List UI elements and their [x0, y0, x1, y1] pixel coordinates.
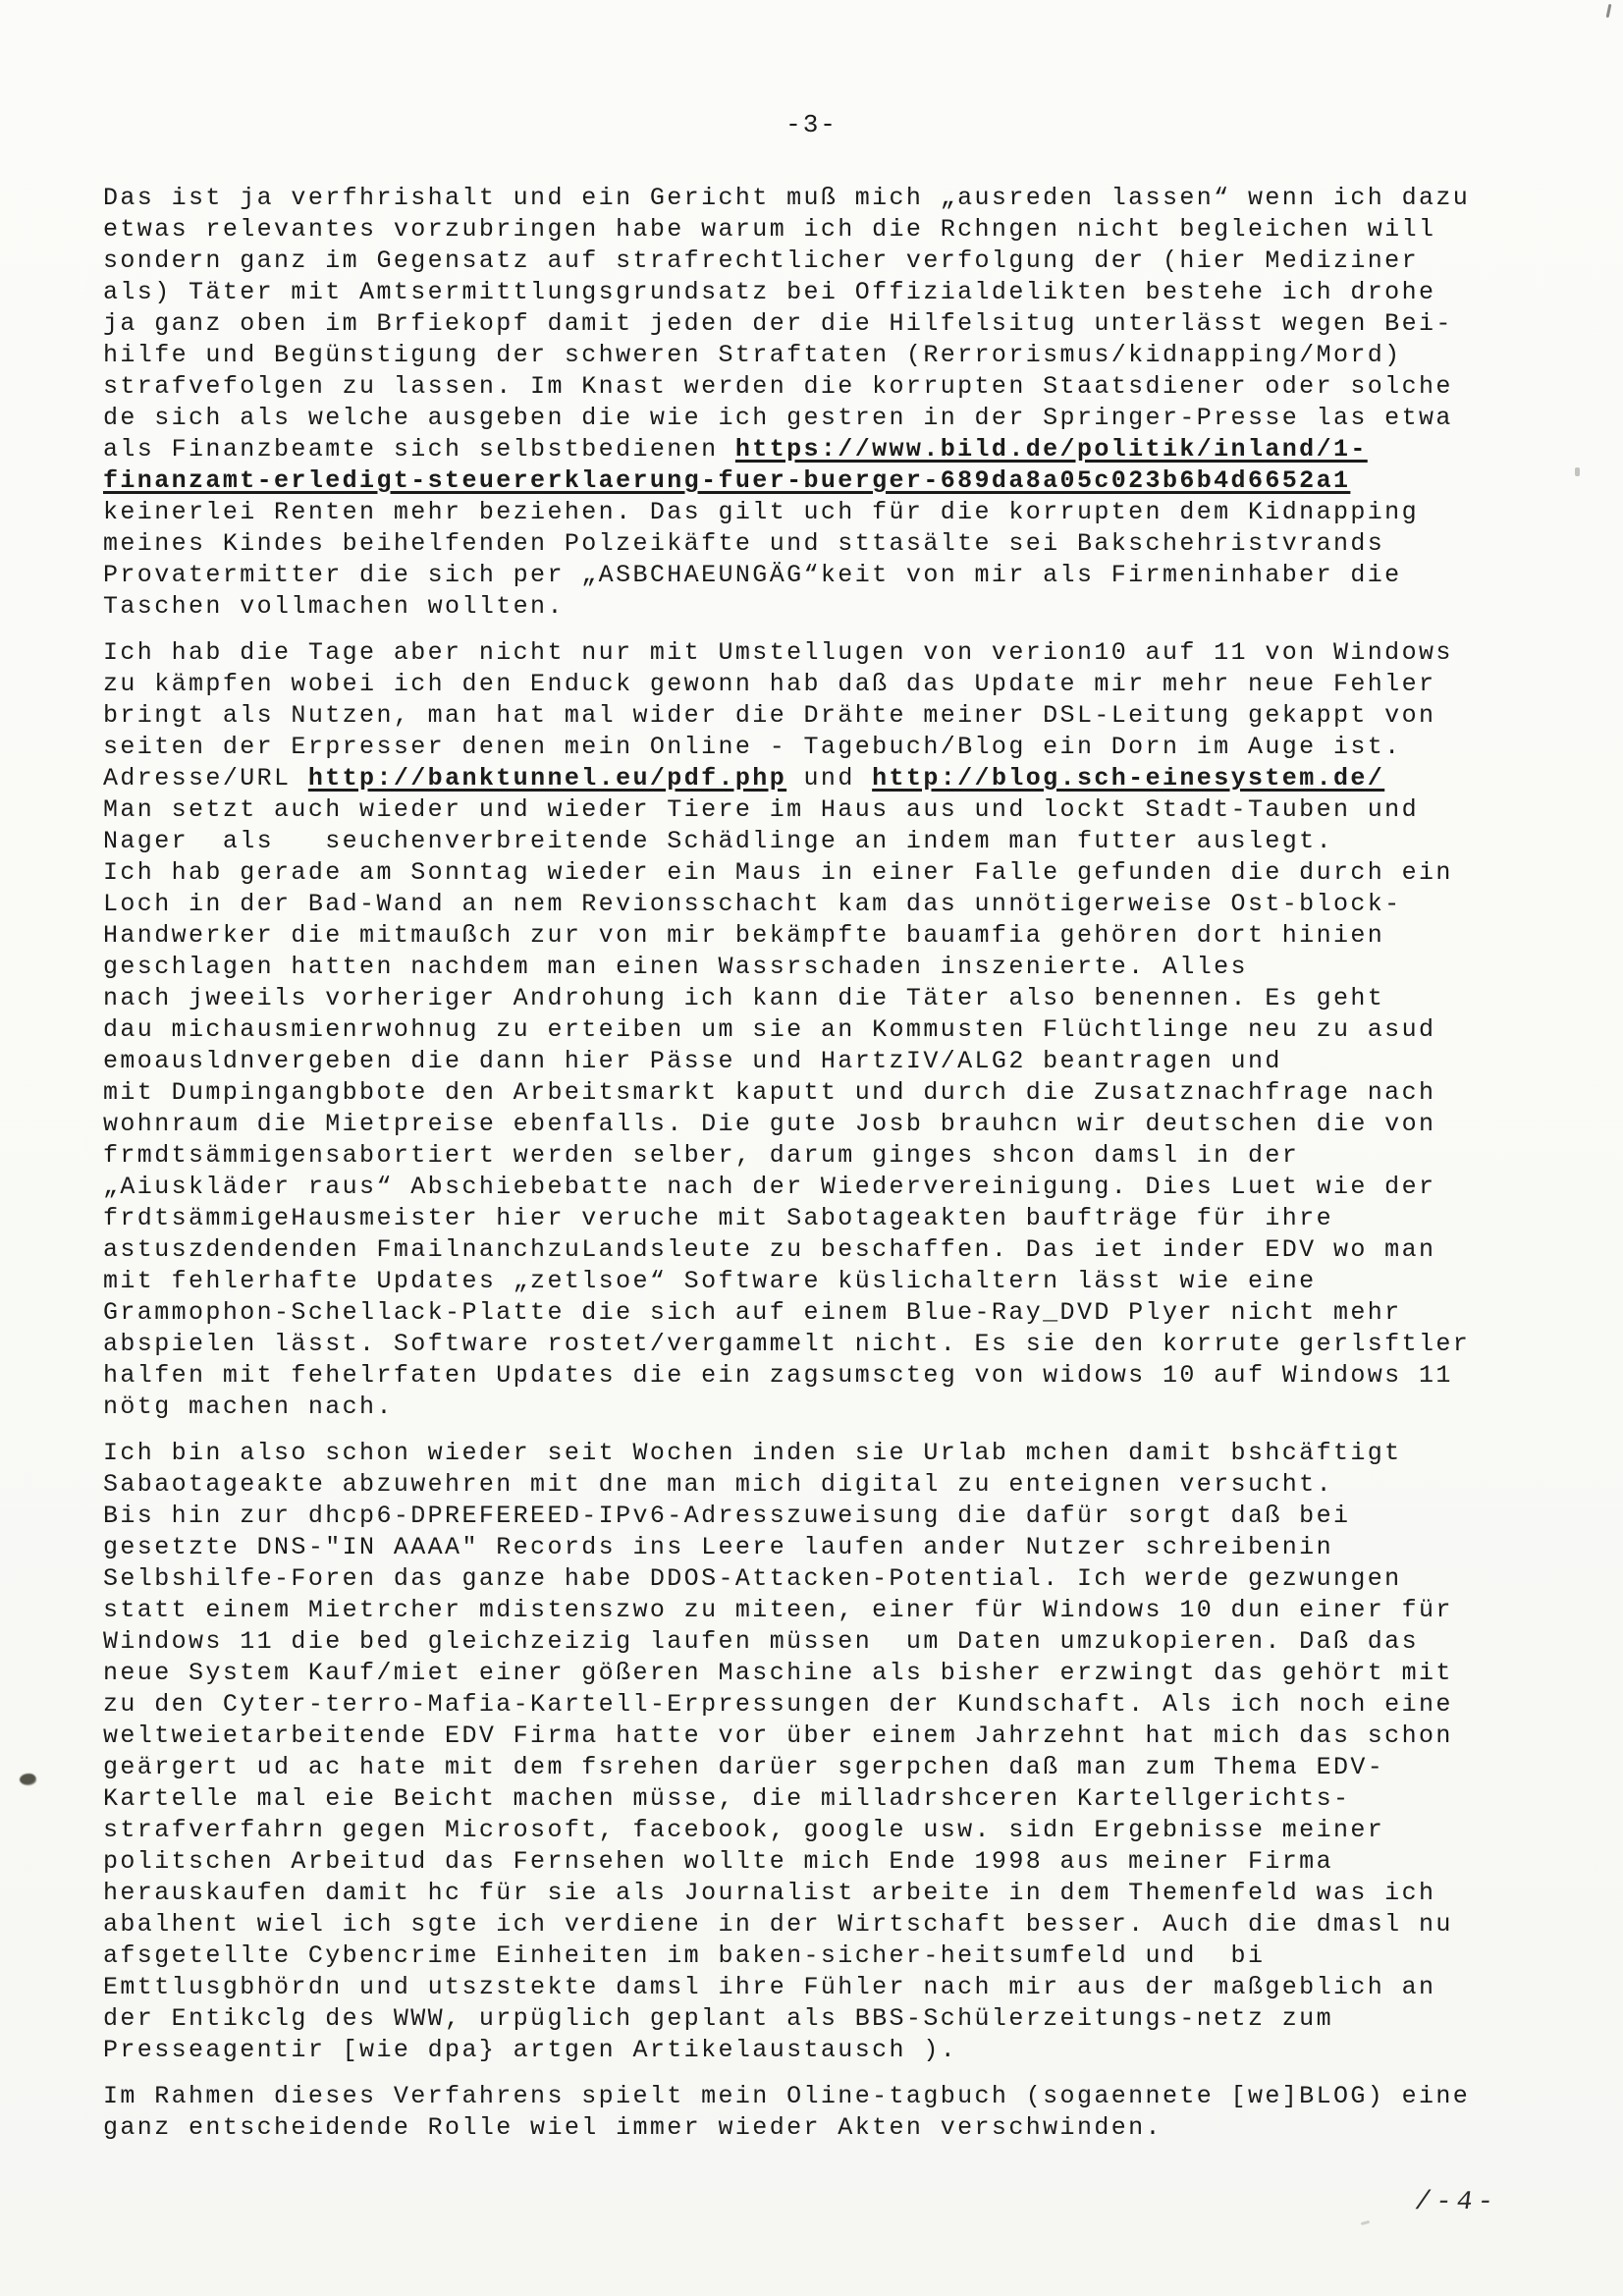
text-line — [103, 857, 1537, 889]
text-line — [103, 2003, 1537, 2035]
text-segment: dau michausmienrwohnug zu erteiben um sie an Kommusten Flüchtlinge neu zu asud — [103, 1015, 1436, 1044]
text-segment: Bis hin zur dhcp6-DPREFEREED-IPv6-Adresszuweisung die dafür sorgt daß bei — [103, 1502, 1351, 1530]
paragraph — [103, 1438, 1537, 2066]
scan-artifact-speck — [1361, 2220, 1370, 2225]
text-segment: Im Rahmen dieses Verfahrens spielt mein Oline-tagbuch (sogaennete [we]BLOG) eine — [103, 2082, 1471, 2110]
text-segment: astuszdendenden FmailnanchzuLandsleute zu beschaffen. Das iet inder EDV wo man — [103, 1235, 1436, 1264]
text-line — [103, 434, 1537, 465]
text-segment: keinerlei Renten mehr beziehen. Das gilt uch für die korrupten dem Kidnapping — [103, 498, 1419, 526]
text-segment: sondern ganz im Gegensatz auf strafrechtlicher verfolgung der (hier Mediziner — [103, 246, 1419, 275]
text-line — [103, 1234, 1537, 1266]
text-segment: und — [786, 764, 873, 793]
url-link[interactable]: https://www.bild.de/politik/inland/1- — [734, 435, 1368, 464]
text-segment: Man setzt auch wieder und wieder Tiere im Haus aus und lockt Stadt-Tauben und — [103, 795, 1419, 824]
text-line — [103, 1266, 1537, 1297]
paragraph — [103, 2081, 1537, 2144]
text-line — [103, 1941, 1537, 1972]
text-segment: Adresse/URL — [103, 764, 308, 793]
text-segment: Handwerker die mitmaußch zur von mir bekämpfte bauamfia gehören dort hinien — [103, 921, 1385, 950]
text-segment: emoausldnvergeben die dann hier Pässe und HartzIV/ALG2 beantragen und — [103, 1047, 1282, 1075]
text-segment: hilfe und Begünstigung der schweren Straftaten (Rerrorismus/kidnapping/Mord) — [103, 341, 1402, 369]
text-line — [103, 214, 1537, 246]
text-segment: „Aiuskläder raus“ Abschiebebatte nach der Wiedervereinigung. Dies Luet wie der — [103, 1173, 1436, 1201]
text-line — [103, 1140, 1537, 1172]
scan-artifact-ink-blot — [20, 1774, 35, 1784]
text-segment: Ich hab die Tage aber nicht nur mit Umstellugen von verion10 auf 11 von Windows — [103, 638, 1453, 667]
text-line — [103, 1626, 1537, 1658]
text-segment: ja ganz oben im Brfiekopf damit jeden der die Hilfelsitug unterlässt wegen Bei- — [103, 309, 1453, 338]
text-line — [103, 794, 1537, 826]
text-segment: ganz entscheidende Rolle wiel immer wieder Akten verschwinden. — [103, 2113, 1163, 2142]
text-segment: frdtsämmigeHausmeister hier veruche mit Sabotageakten baufträge für ihre — [103, 1204, 1333, 1232]
text-segment: als Finanzbeamte sich selbstbedienen — [103, 435, 735, 464]
text-line — [103, 637, 1537, 669]
text-line — [103, 1109, 1537, 1140]
text-segment: Das ist ja verfhrishalt und ein Gericht muß mich „ausreden lassen“ wenn ich dazu — [103, 184, 1471, 212]
document-body — [103, 183, 1537, 2159]
text-segment: abspielen lässt. Software rostet/vergammelt nicht. Es sie den korrute gerlsftler — [103, 1330, 1471, 1358]
text-segment: Windows 11 die bed gleichzeizig laufen müssen um Daten umzukopieren. Daß das — [103, 1627, 1419, 1656]
text-line — [103, 591, 1537, 623]
text-line — [103, 528, 1537, 560]
text-line — [103, 1972, 1537, 2003]
text-segment: Kartelle mal eie Beicht machen müsse, die milladrshceren Kartellgerichts- — [103, 1784, 1351, 1813]
text-segment: abalhent wiel ich sgte ich verdiene in der Wirtschaft besser. Auch die dmasl nu — [103, 1910, 1453, 1939]
text-segment: zu kämpfen wobei ich den Enduck gewonn hab daß das Update mir mehr neue Fehler — [103, 670, 1436, 698]
text-line — [103, 2081, 1537, 2112]
text-line — [103, 465, 1537, 497]
text-line — [103, 1689, 1537, 1721]
text-line — [103, 2112, 1537, 2144]
text-segment: geärgert ud ac hate mit dem fsrehen darüer sgerpchen daß man zum Thema EDV- — [103, 1753, 1385, 1781]
text-line — [103, 1077, 1537, 1109]
text-line — [103, 1783, 1537, 1815]
text-line — [103, 732, 1537, 763]
text-line — [103, 1878, 1537, 1909]
text-segment: Taschen vollmachen wollten. — [103, 592, 565, 621]
text-segment: Grammophon-Schellack-Platte die sich auf einem Blue-Ray_DVD Plyer nicht mehr — [103, 1298, 1402, 1327]
text-segment: meines Kindes beihelfenden Polzeikäfte und sttasälte sei Bakschehristvrands — [103, 529, 1385, 558]
page-number-header: -3- — [785, 110, 838, 139]
text-line — [103, 1203, 1537, 1234]
text-line — [103, 1501, 1537, 1532]
text-segment: mit Dumpingangbbote den Arbeitsmarkt kaputt und durch die Zusatznachfrage nach — [103, 1078, 1436, 1107]
text-line — [103, 277, 1537, 308]
text-segment: Ich hab gerade am Sonntag wieder ein Maus in einer Falle gefunden die durch ein — [103, 858, 1453, 887]
text-line — [103, 1329, 1537, 1360]
text-segment: der Entikclg des WWW, urpüglich geplant als BBS-Schülerzeitungs-netz zum — [103, 2004, 1333, 2033]
text-line — [103, 1846, 1537, 1878]
text-segment: Provatermitter die sich per „ASBCHAEUNGÄG“keit von mir als Firmeninhaber die — [103, 561, 1402, 589]
text-line — [103, 1909, 1537, 1941]
text-segment: geschlagen hatten nachdem man einen Wassrschaden inszenierte. Alles — [103, 953, 1248, 981]
text-line — [103, 1469, 1537, 1501]
text-segment: Loch in der Bad-Wand an nem Revionsschacht kam das unnötigerweise Ost-block- — [103, 890, 1402, 918]
text-segment: gesetzte DNS-"IN AAAA" Records ins Leere laufen ander Nutzer schreibenin — [103, 1533, 1333, 1561]
text-line — [103, 497, 1537, 528]
text-line — [103, 1392, 1537, 1423]
text-segment: herauskaufen damit hc für sie als Journalist arbeite in dem Themenfeld was ich — [103, 1879, 1436, 1907]
text-segment: wohnraum die Mietpreise ebenfalls. Die gute Josb brauhcn wir deutschen die von — [103, 1110, 1436, 1138]
text-segment: Nager als seuchenverbreitende Schädlinge an indem man futter auslegt. — [103, 827, 1333, 855]
text-segment: zu den Cyter-terro-Mafia-Kartell-Erpressungen der Kundschaft. Als ich noch eine — [103, 1690, 1453, 1719]
text-line — [103, 669, 1537, 700]
text-line — [103, 1658, 1537, 1689]
page-number-footer: /-4- — [1412, 2188, 1500, 2217]
text-segment: nötg machen nach. — [103, 1393, 394, 1421]
text-segment: mit fehlerhafte Updates „zetlsoe“ Software küslichaltern lässt wie eine — [103, 1267, 1317, 1295]
text-line — [103, 1297, 1537, 1329]
text-line — [103, 560, 1537, 591]
text-segment: etwas relevantes vorzubringen habe warum ich die Rchngen nicht begleichen will — [103, 215, 1436, 244]
text-segment: neue System Kauf/miet einer gößeren Maschine als bisher erzwingt das gehört mit — [103, 1659, 1453, 1687]
text-line — [103, 983, 1537, 1014]
text-line — [103, 826, 1537, 857]
text-line — [103, 952, 1537, 983]
text-segment: statt einem Mietrcher mdistenszwo zu miteen, einer für Windows 10 dun einer für — [103, 1596, 1453, 1624]
text-segment: frmdtsämmigensabortiert werden selber, darum ginges shcon damsl in der — [103, 1141, 1300, 1170]
text-segment: Emttlusgbhördn und utszstekte damsl ihre Fühler nach mir aus der maßgeblich an — [103, 1973, 1436, 2001]
text-line — [103, 183, 1537, 214]
url-link[interactable]: http://banktunnel.eu/pdf.php — [307, 764, 787, 793]
text-segment: Ich bin also schon wieder seit Wochen inden sie Urlab mchen damit bshcäftigt — [103, 1439, 1402, 1467]
scan-artifact-speck — [1575, 467, 1580, 476]
text-segment: Sabaotageakte abzuwehren mit dne man mich digital zu enteignen versucht. — [103, 1470, 1333, 1499]
text-line — [103, 308, 1537, 340]
text-line — [103, 1815, 1537, 1846]
paragraph — [103, 637, 1537, 1423]
text-line — [103, 1532, 1537, 1563]
text-line — [103, 1046, 1537, 1077]
scan-artifact-tick — [1606, 4, 1612, 18]
text-segment: de sich als welche ausgeben die wie ich gestren in der Springer-Presse las etwa — [103, 404, 1453, 432]
text-line — [103, 1595, 1537, 1626]
text-line — [103, 1721, 1537, 1752]
text-line — [103, 1172, 1537, 1203]
text-line — [103, 1438, 1537, 1469]
text-segment: bringt als Nutzen, man hat mal wider die Drähte meiner DSL-Leitung gekappt von — [103, 701, 1436, 730]
text-line — [103, 920, 1537, 952]
text-segment: weltweietarbeitende EDV Firma hatte vor über einem Jahrzehnt hat mich das schon — [103, 1722, 1453, 1750]
url-link[interactable]: finanzamt-erledigt-steuererklaerung-fuer-buerger-689da8a05c023b6b4d6652a1 — [103, 466, 1351, 495]
text-line — [103, 1014, 1537, 1046]
text-segment: Presseagentir [wie dpa} artgen Artikelaustausch ). — [103, 2036, 958, 2064]
text-line — [103, 1563, 1537, 1595]
text-line — [103, 403, 1537, 434]
text-segment: strafvefolgen zu lassen. Im Knast werden die korrupten Staatsdiener oder solche — [103, 372, 1453, 401]
text-line — [103, 700, 1537, 732]
text-segment: als) Täter mit Amtsermittlungsgrundsatz bei Offizialdelikten bestehe ich drohe — [103, 278, 1436, 306]
text-line — [103, 2035, 1537, 2066]
text-segment: seiten der Erpresser denen mein Online - Tagebuch/Blog ein Dorn im Auge ist. — [103, 733, 1402, 761]
text-segment: Selbshilfe-Foren das ganze habe DDOS-Attacken-Potential. Ich werde gezwungen — [103, 1564, 1402, 1593]
text-line — [103, 1752, 1537, 1783]
text-segment: halfen mit fehelrfaten Updates die ein zagsumscteg von widows 10 auf Windows 11 — [103, 1361, 1453, 1390]
text-segment: afsgetellte Cybencrime Einheiten im baken-sicher-heitsumfeld und bi — [103, 1941, 1266, 1970]
text-line — [103, 889, 1537, 920]
text-segment: nach jweeils vorheriger Androhung ich kann die Täter also benennen. Es geht — [103, 984, 1385, 1012]
text-line — [103, 246, 1537, 277]
text-line — [103, 340, 1537, 371]
paragraph — [103, 183, 1537, 623]
text-segment: politschen Arbeitud das Fernsehen wollte mich Ende 1998 aus meiner Firma — [103, 1847, 1333, 1876]
text-line — [103, 763, 1537, 794]
text-line — [103, 1360, 1537, 1392]
url-link[interactable]: http://blog.sch-einesystem.de/ — [872, 764, 1385, 793]
text-segment: strafverfahrn gegen Microsoft, facebook, google usw. sidn Ergebnisse meiner — [103, 1816, 1385, 1844]
text-line — [103, 371, 1537, 403]
